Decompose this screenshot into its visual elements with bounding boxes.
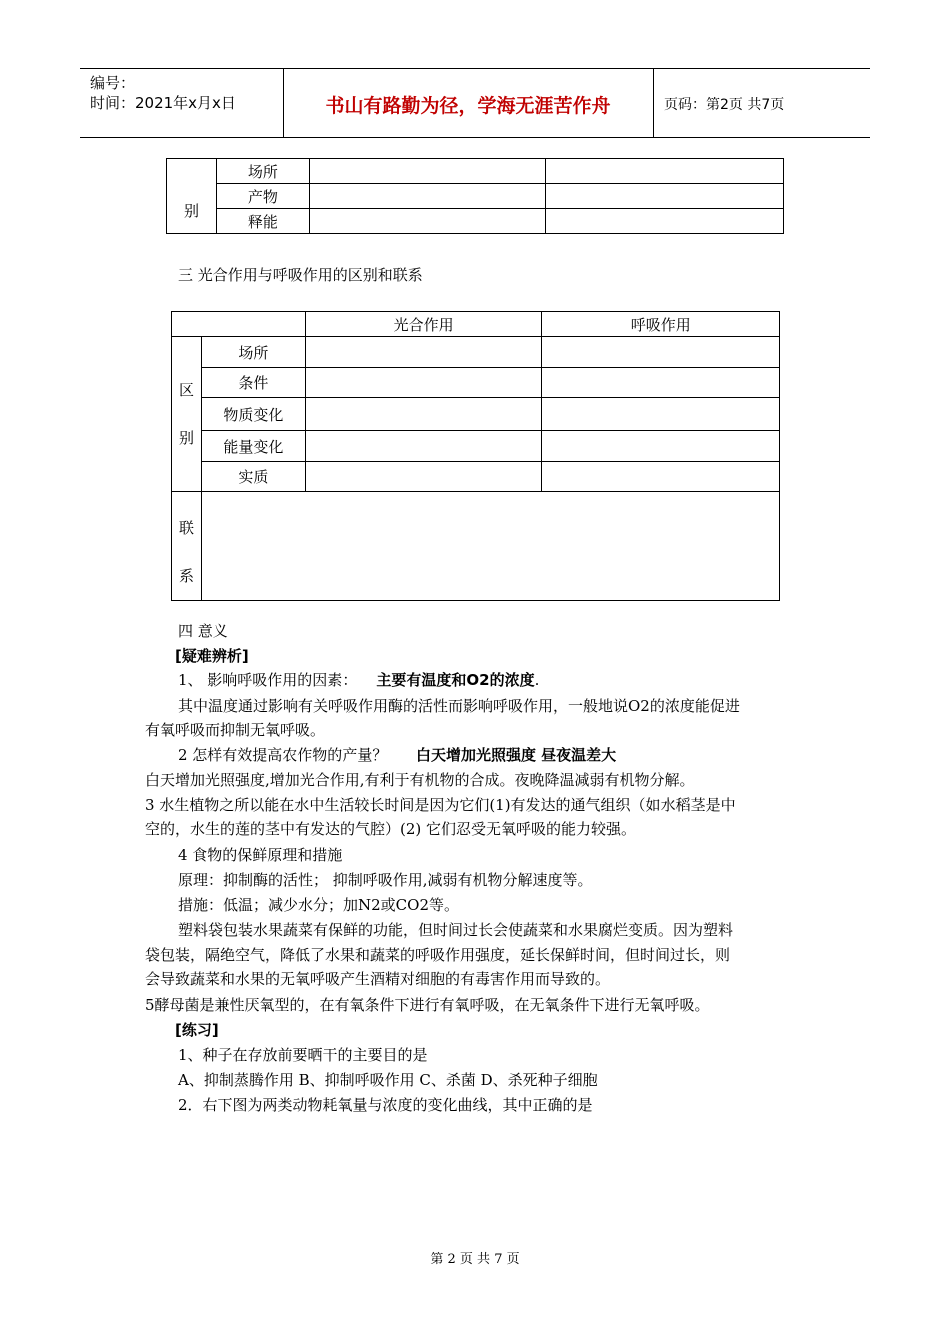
q4-measure: 措施：低温；减少水分；加N2或CO2等。 — [178, 896, 459, 914]
comparison-table-continued — [166, 158, 784, 234]
q1-prefix: 1、 影响呼吸作用的因素： — [178, 671, 358, 689]
table-cell — [305, 462, 542, 492]
table-link-label — [172, 492, 202, 601]
q3-line-cont: 空的，水生的莲的茎中有发达的气腔）(2) 它们忍受无氧呼吸的能力较强。 — [145, 820, 637, 838]
q1-suffix: . — [534, 671, 540, 689]
table-link-cell — [201, 492, 779, 601]
table-row-label: 释能 — [216, 209, 309, 234]
q3-line: 3 水生植物之所以能在水中生活较长时间是因为它们(1)有发达的通气组织（如水稻茎是中 — [145, 796, 736, 814]
practice-options-1: A、抑制蒸腾作用 B、抑制呼吸作用 C、杀菌 D、杀死种子细胞 — [178, 1071, 598, 1089]
table-row-label: 场所 — [216, 159, 309, 184]
q2-explanation: 白天增加光照强度,增加光合作用,有利于有机物的合成。夜晚降温减弱有机物分解。 — [145, 771, 695, 789]
side-label-bottom: 别 — [178, 429, 194, 447]
practice-heading: [练习] — [175, 1021, 219, 1039]
header-number-label: 编号： — [90, 74, 136, 92]
side-label-top: 区 — [178, 381, 194, 399]
photosynthesis-respiration-table — [171, 311, 780, 601]
q4-title: 4 食物的保鲜原理和措施 — [178, 846, 343, 864]
q1-line — [178, 669, 539, 691]
q1-explanation: 其中温度通过影响有关呼吸作用酶的活性而影响呼吸作用，一般地说O2的浓度能促进 — [178, 697, 740, 715]
q4-paragraph-cont: 袋包装，隔绝空气，降低了水果和蔬菜的呼吸作用强度，延长保鲜时间，但时间过长，则 — [145, 946, 731, 964]
table-cell — [305, 337, 542, 368]
column-header-photosynthesis: 光合作用 — [305, 312, 542, 337]
header-time-label: 时间：2021年x月x日 — [90, 94, 236, 112]
table-cell — [542, 462, 780, 492]
header-meta — [90, 73, 236, 113]
section-title: 四 意义 — [178, 622, 228, 640]
table-row-label: 条件 — [201, 368, 305, 398]
table-cell — [546, 209, 784, 234]
table-cell — [309, 159, 546, 184]
table-cell — [542, 337, 780, 368]
q2-answer: 白天增加光照强度 昼夜温差大 — [415, 746, 617, 764]
practice-question-1: 1、种子在存放前要晒干的主要目的是 — [178, 1046, 428, 1064]
table-corner-cell — [172, 312, 306, 337]
table-cell — [546, 159, 784, 184]
table-side-label: 别 — [167, 159, 217, 234]
q2-prefix: 2 怎样有效提高农作物的产量？ — [178, 746, 388, 764]
table-cell — [309, 209, 546, 234]
header-motto: 书山有路勤为径，学海无涯苦作舟 — [325, 95, 611, 117]
link-label-bottom: 系 — [178, 567, 194, 585]
table-row-label: 产物 — [216, 184, 309, 209]
table-cell — [546, 184, 784, 209]
practice-question-2: 2．右下图为两类动物耗氧量与浓度的变化曲线，其中正确的是 — [178, 1096, 593, 1114]
table-cell — [542, 431, 780, 462]
q1-answer: 主要有温度和O2的浓度 — [376, 671, 535, 689]
table-cell — [542, 398, 780, 431]
q1-explanation-cont: 有氧呼吸而抑制无氧呼吸。 — [145, 721, 326, 739]
section-title: 三 光合作用与呼吸作用的区别和联系 — [178, 266, 423, 284]
q5-line: 5酵母菌是兼性厌氧型的，在有氧条件下进行有氧呼吸，在无氧条件下进行无氧呼吸。 — [145, 996, 710, 1014]
header-divider — [653, 69, 654, 137]
q2-line — [178, 744, 616, 766]
table-cell — [305, 431, 542, 462]
link-label-top: 联 — [178, 519, 194, 537]
table-row-label: 物质变化 — [201, 398, 305, 431]
page-header — [80, 68, 870, 138]
column-header-respiration: 呼吸作用 — [542, 312, 780, 337]
table-row-label: 场所 — [201, 337, 305, 368]
table-cell — [309, 184, 546, 209]
table-row-label: 能量变化 — [201, 431, 305, 462]
table-cell — [305, 398, 542, 431]
q4-principle: 原理：抑制酶的活性； 抑制呼吸作用,减弱有机物分解速度等。 — [178, 871, 593, 889]
header-page-label: 页码：第2页 共7页 — [664, 97, 785, 113]
analysis-heading: [疑难辨析] — [175, 647, 249, 665]
page-footer: 第 2 页 共 7 页 — [430, 1252, 520, 1267]
table-side-label — [172, 337, 202, 492]
table-cell — [542, 368, 780, 398]
table-row-label: 实质 — [201, 462, 305, 492]
table-cell — [305, 368, 542, 398]
q4-paragraph-cont: 会导致蔬菜和水果的无氧呼吸产生酒精对细胞的有毒害作用而导致的。 — [145, 970, 611, 988]
q4-paragraph: 塑料袋包装水果蔬菜有保鲜的功能，但时间过长会使蔬菜和水果腐烂变质。因为塑料 — [178, 921, 734, 939]
